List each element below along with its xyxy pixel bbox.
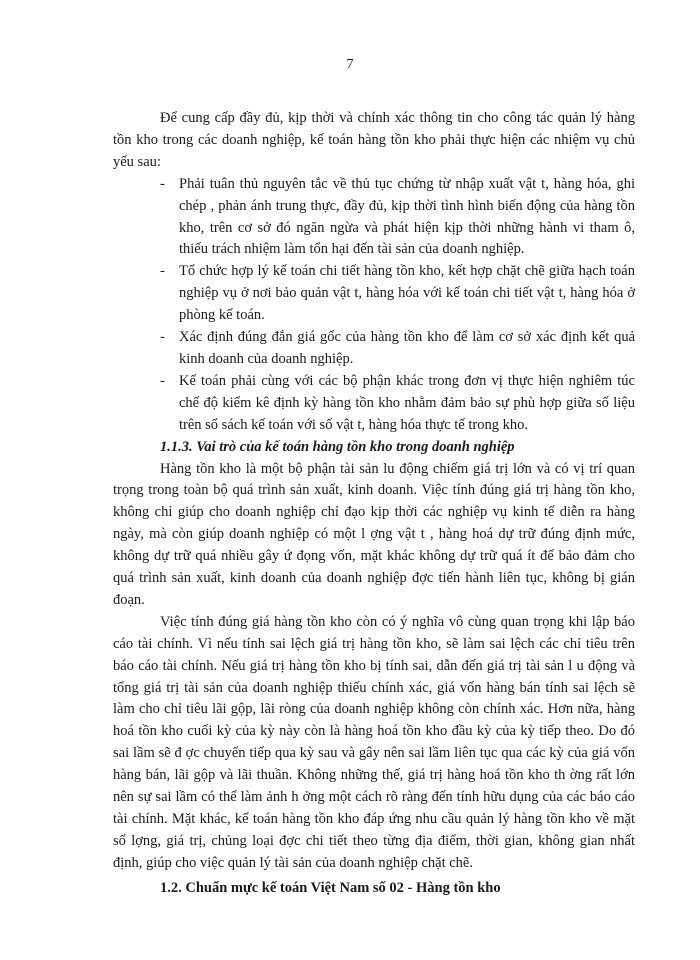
list-item: [113, 174, 635, 262]
list-item: [113, 261, 635, 327]
section-113-heading: 1.1.3. Vai trò của kế toán hàng tồn kho trong doanh nghiệp: [160, 438, 515, 455]
body-paragraph: Việc tính đúng giá hàng tồn kho còn có ý nghĩa vô cùng quan trọng khi lập báo cáo tài chính. Vì nếu tính sai lệch giá trị hàng tồn kho, sẽ làm sai lệch các chỉ tiêu trên báo cáo tài chính. Nếu giá trị hàng tồn kho bị tính sai, dẫn đến giá trị tài sản l u động và tổng giá trị tài sản của doanh nghiệp thiếu chính xác, giá vốn hàng bán tính sai lệch sẽ làm cho chỉ tiêu lãi gộp, lãi ròng của doanh nghiệp không còn chính xác. Hơn nữa, hàng hoá tồn kho cuối kỳ của kỳ này còn là hàng hoá tồn kho đầu kỳ của kỳ tiếp theo. Do đó sai lầm sẽ đ ợc chuyển tiếp qua kỳ sau và gây nên sai lầm liên tục qua các kỳ của giá vốn hàng bán, lãi gộp và lãi thuần. Không những thế, giá trị hàng hoá tồn kho th ờng rất lớn nên sự sai lầm có thể làm ảnh h ởng một cách rõ ràng đến tính hữu dụng của các báo cáo tài chính. Mặt khác, kế toán hàng tồn kho đáp ứng nhu cầu quản lý hàng tồn kho về mặt số lợng, giá trị, chủng loại đợc chi tiết theo từng địa điểm, thời gian, không gian nhất định, giúp cho việc quản lý tài sản của doanh nghiệp chặt chẽ.: [113, 613, 635, 871]
bullet-dash: -: [160, 263, 165, 280]
bullet-dash: -: [160, 372, 165, 389]
bullet-dash: -: [160, 329, 165, 346]
list-item: [113, 327, 635, 371]
intro-paragraph: Để cung cấp đầy đủ, kịp thời và chính xác thông tin cho công tác quản lý hàng tồn kho trong các doanh nghiệp, kế toán hàng tồn kho phải thực hiện các nhiệm vụ chủ yếu sau:: [113, 110, 635, 170]
list-item-text: Tổ chức hợp lý kế toán chi tiết hàng tồn kho, kết hợp chặt chẽ giữa hạch toán nghiệp vụ ở nơi bảo quản vật t, hàng hóa với kế toán chi tiết vật t, hàng hóa ở phòng kế toán.: [179, 263, 635, 324]
list-item-text: Kế toán phải cùng với các bộ phận khác trong đơn vị thực hiện nghiêm túc chế độ kiểm kê định kỳ hàng tồn kho nhằm đảm bảo sự phù hợp giữa số liệu trên sổ sách kế toán với số vật t, hàng hóa thực tế trong kho.: [179, 372, 635, 433]
page-number: 7: [346, 57, 354, 72]
body-paragraph: Hàng tồn kho là một bộ phận tài sản lu động chiếm giá trị lớn và có vị trí quan trọng trong toàn bộ quá trình sản xuất, kinh doanh. Việc tính đúng giá trị hàng tồn kho, không chỉ giúp cho doanh nghiệp chỉ đạo kịp thời các nghiệp vụ kinh tế diễn ra hàng ngày, mà còn giúp doanh nghiệp có một l ợng vật t , hàng hoá dự trữ đúng định mức, không dự trữ quá nhiều gây ứ đọng vốn, mặt khác không dự trữ quá ít để bảo đảm cho quá trình sản xuất, kinh doanh của doanh nghiệp đợc tiến hành liên tục, không bị gián đoạn.: [113, 460, 635, 608]
list-item-text: Phải tuân thủ nguyên tắc về thủ tục chứng từ nhập xuất vật t, hàng hóa, ghi chép , phản ánh trung thực, đầy đủ, kịp thời tình hình biến động của hàng tồn kho, trên cơ sở đó ngăn ngừa và phát hiện kịp thời những hành vi tham ô, thiếu trách nhiệm làm tổn hại đến tài sản của doanh nghiệp.: [179, 175, 635, 258]
section-12-heading: 1.2. Chuẩn mực kế toán Việt Nam số 02 - Hàng tồn kho: [160, 879, 501, 896]
list-item-text: Xác định đúng đắn giá gốc của hàng tồn kho để làm cơ sở xác định kết quả kinh doanh của doanh nghiệp.: [179, 329, 635, 367]
list-item: [113, 371, 635, 437]
page-content: [113, 108, 635, 900]
bullet-dash: -: [160, 175, 165, 192]
duties-list: [113, 174, 635, 437]
